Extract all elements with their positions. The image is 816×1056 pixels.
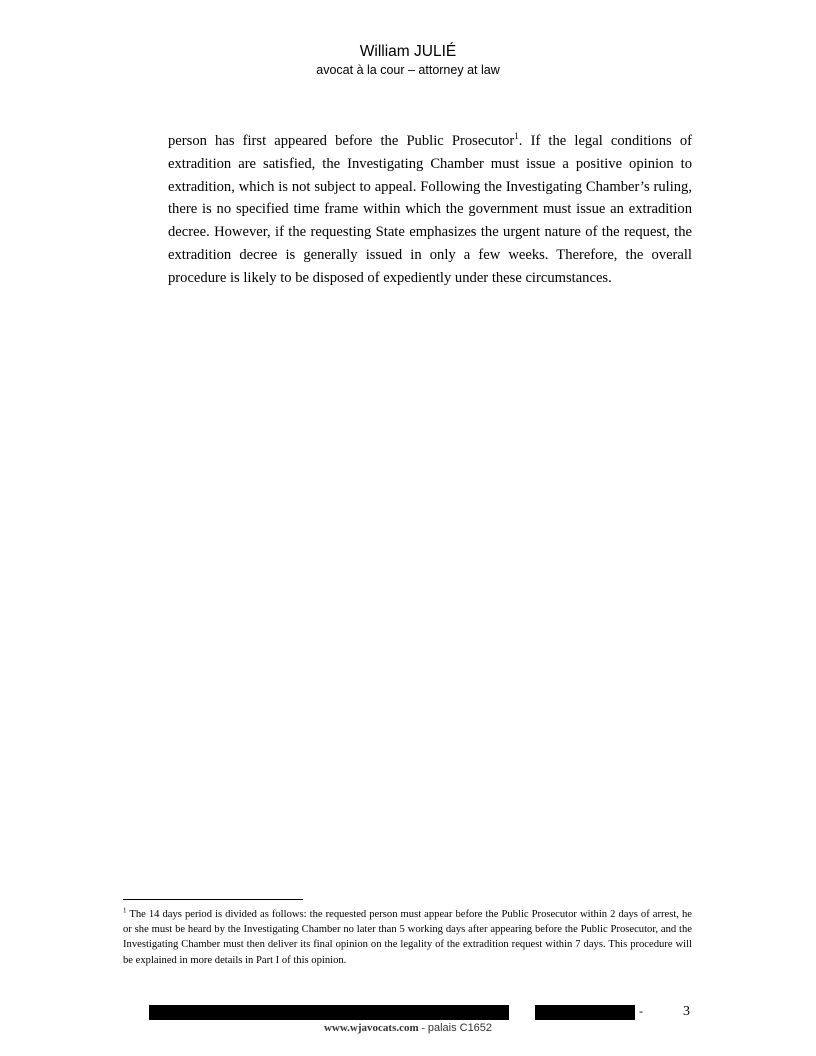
body-paragraph [168,130,692,290]
palais-number: palais C1652 [427,1022,493,1034]
author-name: William JULIÉ [359,43,457,60]
footnote-text: The 14 days period is divided as follows: the requested person must appear before the Public Prosecutor within 2 days of arrest, he or she must be heard by the Investigating Chamber no later than 5 working days after appearing before the Public Prosecutor, and the Investigating Chamber must then deliver its final opinion on the legality of the extradition request within 7 days. This procedure will be explained in more details in Part I of this opinion. [123,909,692,966]
redaction-bar-small [535,1005,635,1020]
footer-contact [0,1021,816,1035]
footnote-number: 1 [123,906,127,915]
website-link[interactable]: www.wjavocats.com [323,1022,419,1034]
page-number: 3 [683,1004,690,1019]
author-title: avocat à la cour – attorney at law [316,63,500,77]
footer-separator: - [418,1022,428,1034]
footer-dash: - [639,1004,643,1018]
body-text-part-2: . If the legal conditions of extradition are satisfied, the Investigating Chamber must issue a positive opinion to extradition, which is not subject to appeal. Following the Investigating Chamber’s ruling, there is no specified time frame within which the government must issue an extradition decree. However, if the requesting State emphasizes the urgent nature of the request, the extradition decree is generally issued in only a few weeks. Therefore, the overall procedure is likely to be disposed of expediently under these circumstances. [168,133,692,286]
redaction-bar [149,1005,509,1020]
body-text-part-1: person has first appeared before the Public Prosecutor [168,133,515,149]
footnote [123,907,692,968]
footnote-separator [123,899,303,900]
footnote-reference[interactable]: 1 [514,131,519,142]
letterhead [0,42,816,78]
